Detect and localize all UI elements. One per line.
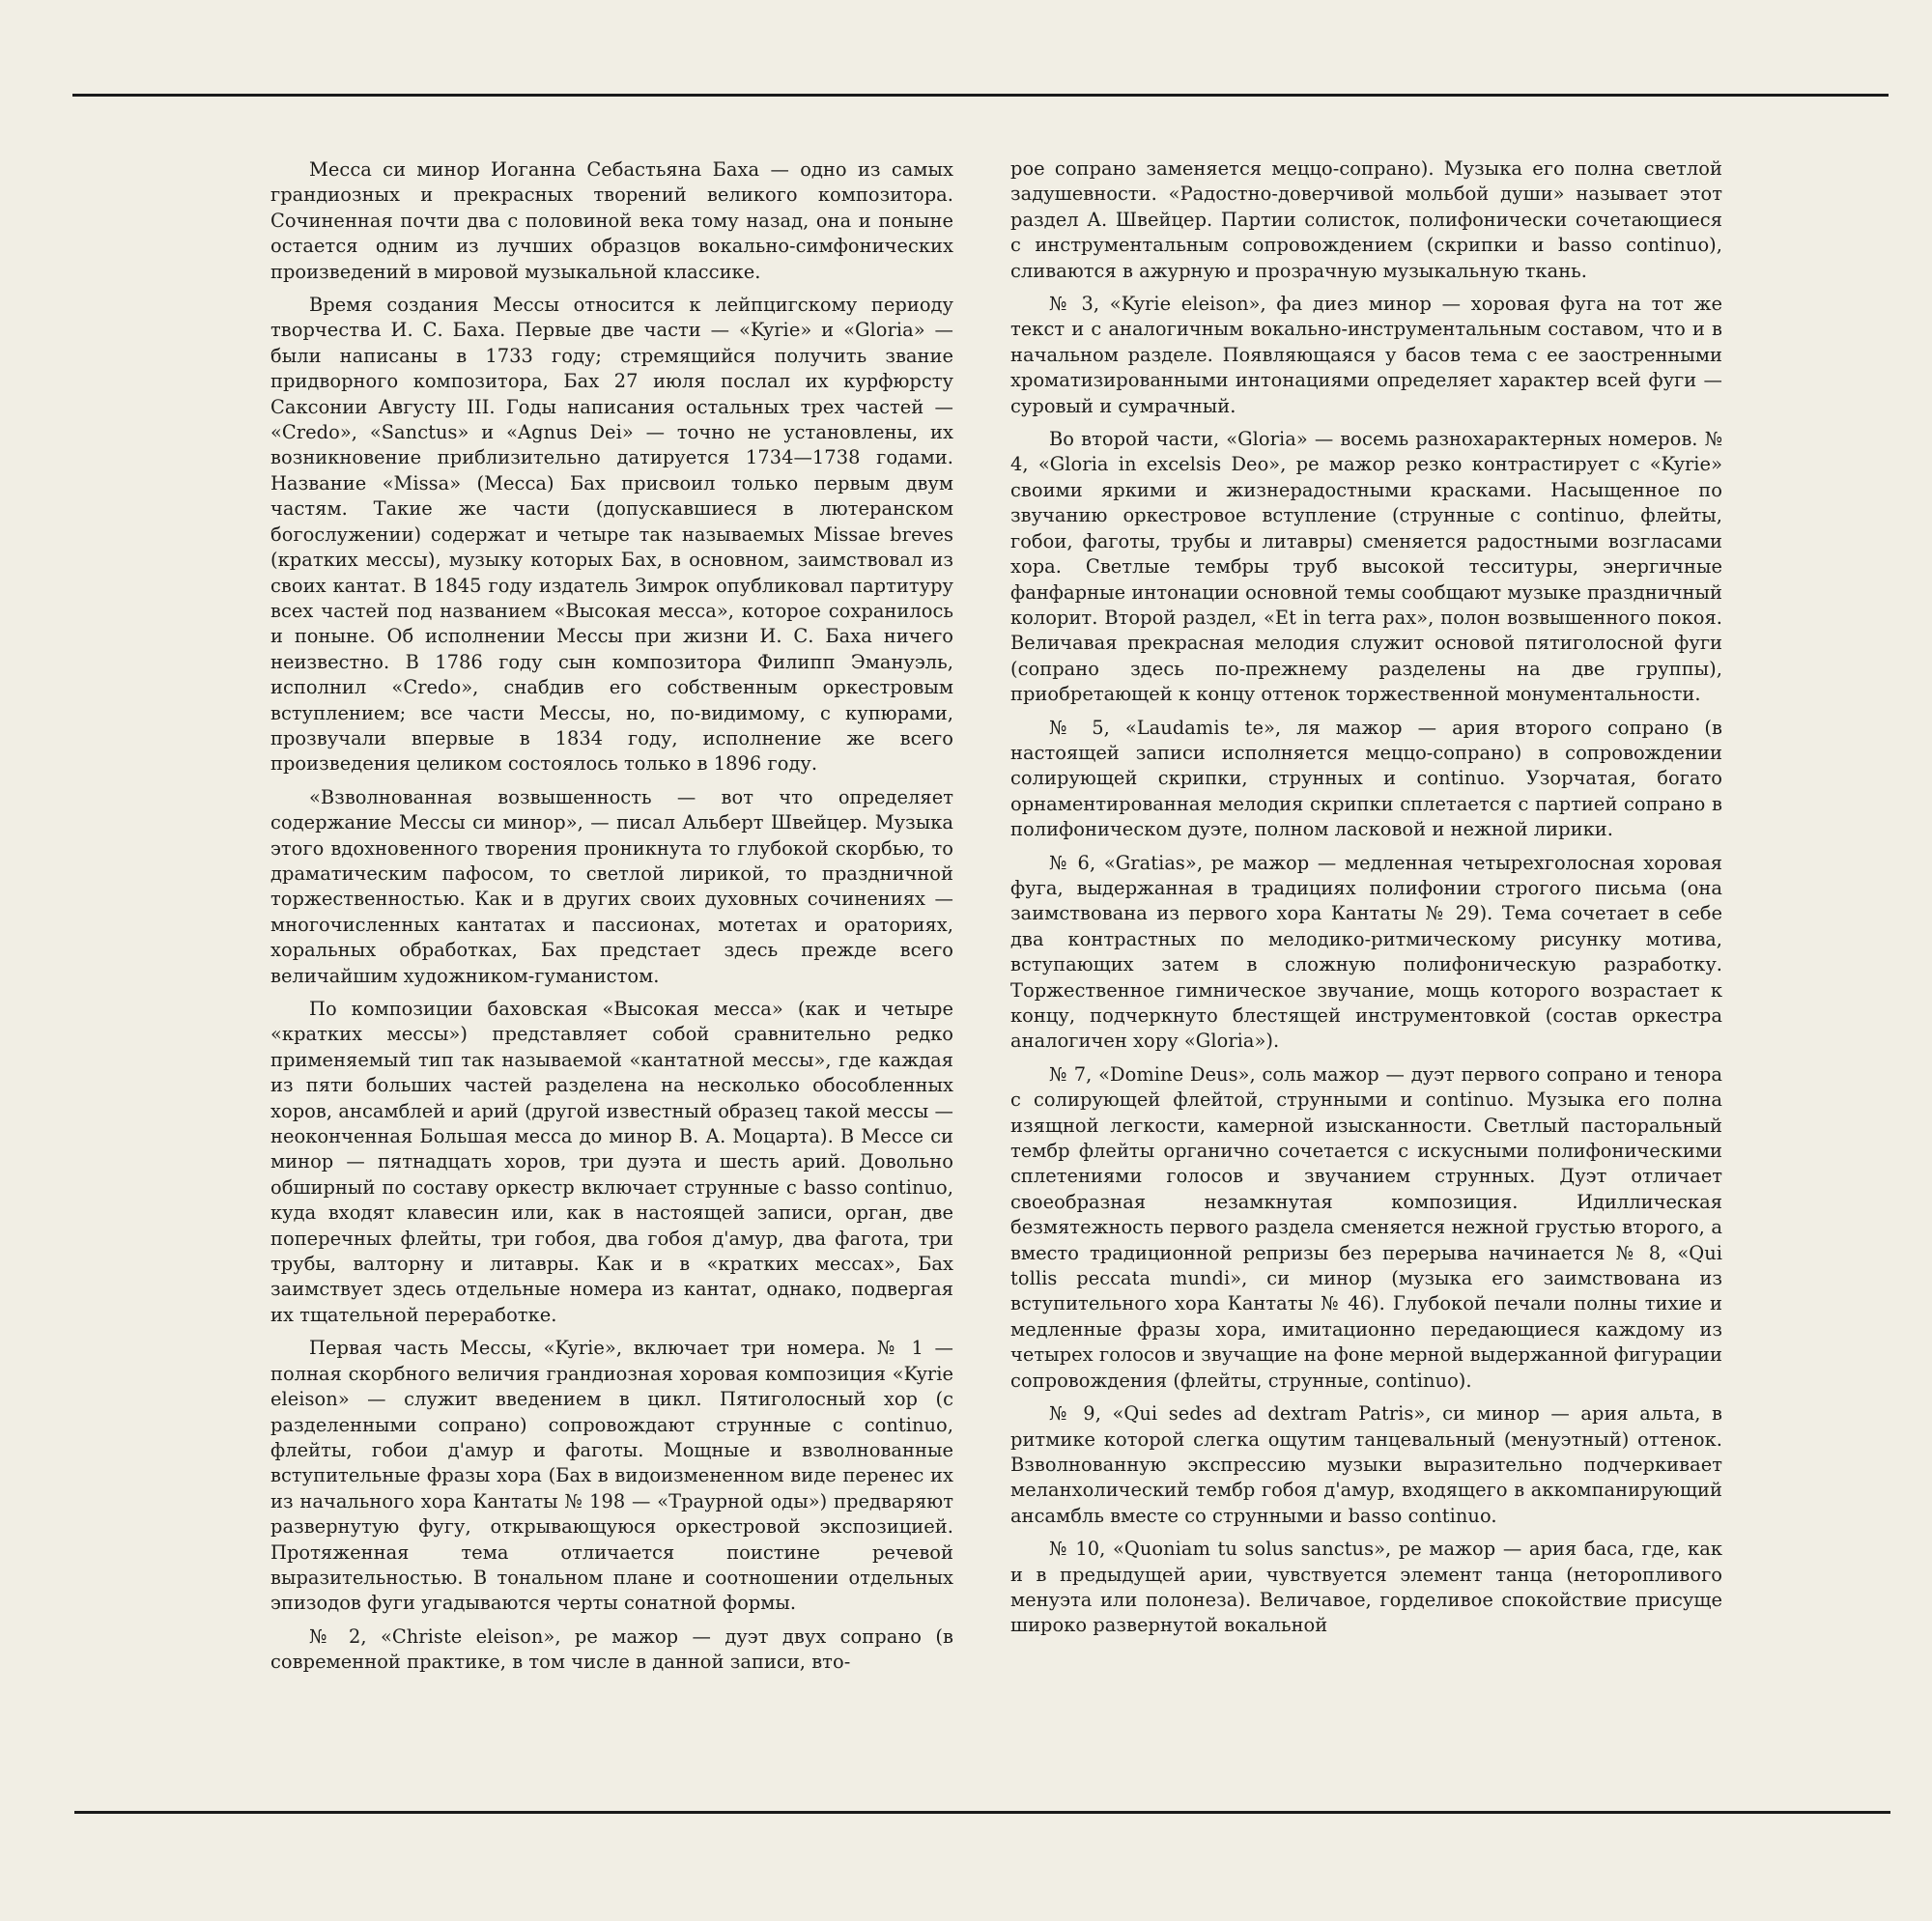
paragraph: № 3, «Kyrie eleison», фа диез минор — хоровая фуга на тот же текст и с аналогичным вокально-инструментальным составом, что и в начальном разделе. Появляющаяся у басов тема с ее заостренными хроматизированными интонациями определяет характер всей фуги — суровый и сумрачный.: [1010, 293, 1722, 417]
paragraph: № 2, «Christe eleison», ре мажор — дуэт двух сопрано (в современной практике, в том числе в данной записи, вто-: [270, 1624, 953, 1674]
paragraph: Первая часть Мессы, «Kyrie», включает три номера. № 1 — полная скорбного величия грандиозная хоровая композиция «Kyrie eleison» — служит введением в цикл. Пятиголосный хор (с разделенными сопрано) сопровождают струнные с continuo, флейты, гобои д'амур и фаготы. Мощные и взволнованные вступительные фразы хора (Бах в видоизмененном виде перенес их из начального хора Кантаты № 198 — «Траурной оды») предваряют развернутую фугу, открывающуюся оркестровой экспозицией. Протяженная тема отличается поистине речевой выразительностью. В тональном плане и соотношении отдельных эпизодов фуги угадываются черты сонатной формы.: [270, 1337, 953, 1615]
right-column: [1010, 156, 1722, 1639]
paragraph: Во второй части, «Gloria» — восемь разнохарактерных номеров. № 4, «Gloria in excelsis Deo», ре мажор резко контрастирует с «Kyrie» своими яркими и жизнерадостными красками. Насыщенное по звучанию оркестровое вступление (струнные с continuo, флейты, гобои, фаготы, трубы и литавры) сменяется радостными возгласами хора. Светлые тембры труб высокой тесситуры, энергичные фанфарные интонации основной темы сообщают музыке праздничный колорит. Второй раздел, «Et in terra pax», полон возвышенного покоя. Величавая прекрасная мелодия служит основой пятиголосной фуги (сопрано здесь по-прежнему разделены на две группы), приобретающей к концу оттенок торжественной монументальности.: [1010, 428, 1722, 706]
paragraph: № 9, «Qui sedes ad dextram Patris», си минор — ария альта, в ритмике которой слегка ощутим танцевальный (менуэтный) оттенок. Взволнованную экспрессию музыки выразительно подчеркивает меланхолический тембр гобоя д'амур, входящего в аккомпанирующий ансамбль вместе со струнными и basso continuo.: [1010, 1402, 1722, 1527]
paragraph: № 10, «Quoniam tu solus sanctus», ре мажор — ария баса, где, как и в предыдущей арии, чувствуется элемент танца (неторопливого менуэта или полонеза). Величавое, горделивое спокойствие присуще широко развернутой вокальной: [1010, 1538, 1722, 1637]
paragraph: Время создания Мессы относится к лейпцигскому периоду творчества И. С. Баха. Первые две части — «Kyrie» и «Gloria» — были написаны в 1733 году; стремящийся получить звание придворного композитора, Бах 27 июля послал их курфюрсту Саксонии Августу III. Годы написания остальных трех частей — «Credo», «Sanctus» и «Agnus Dei» — точно не установлены, их возникновение приблизительно датируется 1734—1738 годами. Название «Missa» (Месса) Бах присвоил только первым двум частям. Такие же части (допускавшиеся в лютеранском богослужении) содержат и четыре так называемых Missae breves (кратких мессы), музыку которых Бах, в основном, заимствовал из своих кантат. В 1845 году издатель Зимрок опубликовал партитуру всех частей под названием «Высокая месса», которое сохранилось и поныне. Об исполнении Мессы при жизни И. С. Баха ничего неизвестно. В 1786 году сын композитора Филипп Эмануэль, исполнил «Credo», снабдив его собственным оркестровым вступлением; все части Мессы, но, по-видимому, с купюрами, прозвучали впервые в 1834 году, исполнение же всего произведения целиком состоялось только в 1896 году.: [270, 294, 953, 776]
paragraph: рое сопрано заменяется меццо-сопрано). Музыка его полна светлой задушевности. «Радостно-доверчивой мольбой души» называет этот раздел А. Швейцер. Партии солисток, полифонически сочетающиеся с инструментальным сопровождением (скрипки и basso continuo), сливаются в ажурную и прозрачную музыкальную ткань.: [1010, 157, 1722, 282]
top-rule: [72, 94, 1889, 97]
paragraph: № 7, «Domine Deus», соль мажор — дуэт первого сопрано и тенора с солирующей флейтой, струнными и continuo. Музыка его полна изящной легкости, камерной изысканности. Светлый пасторальный тембр флейты органично сочетается с искусными полифоническими сплетениями голосов и звучанием струнных. Дуэт отличает своеобразная незамкнутая композиция. Идиллическая безмятежность первого раздела сменяется нежной грустью второго, а вместо традиционной репризы без перерыва начинается № 8, «Qui tollis peccata mundi», си минор (музыка его заимствована из вступительного хора Кантаты № 46). Глубокой печали полны тихие и медленные фразы хора, имитационно передающиеся каждому из четырех голосов и звучащие на фоне мерной выдержанной фигурации сопровождения (флейты, струнные, continuo).: [1010, 1062, 1722, 1392]
paragraph: «Взволнованная возвышенность — вот что определяет содержание Мессы си минор», — писал Альберт Швейцер. Музыка этого вдохновенного творения проникнута то глубокой скорбью, то драматическим пафосом, то светлой лирикой, то праздничной торжественностью. Как и в других своих духовных сочинениях — многочисленных кантатах и пассионах, мотетах и ораториях, хоральных обработках, Бах предстает здесь прежде всего величайшим художником-гуманистом.: [270, 785, 953, 987]
paragraph: № 5, «Laudamis te», ля мажор — ария второго сопрано (в настоящей записи исполняется меццо-сопрано) в сопровождении солирующей скрипки, струнных и continuo. Узорчатая, богато орнаментированная мелодия скрипки сплетается с партией сопрано в полифоническом дуэте, полном ласковой и нежной лирики.: [1010, 716, 1722, 841]
paragraph: № 6, «Gratias», ре мажор — медленная четырехголосная хоровая фуга, выдержанная в традициях полифонии строгого письма (она заимствована из первого хора Кантаты № 29). Тема сочетает в себе два контрастных по мелодико-ритмическому рисунку мотива, вступающих затем в сложную полифоническую разработку. Торжественное гимническое звучание, мощь которого возрастает к концу, подчеркнуто блестящей инструментовкой (состав оркестра аналогичен хору «Gloria»).: [1010, 851, 1722, 1053]
paragraph: Месса си минор Иоганна Себастьяна Баха — одно из самых грандиозных и прекрасных творений великого композитора. Сочиненная почти два с половиной века тому назад, она и поныне остается одним из лучших образцов вокально-симфонических произведений в мировой музыкальной классике.: [270, 158, 953, 283]
bottom-rule: [74, 1811, 1890, 1814]
left-column: [270, 157, 953, 1676]
paragraph: По композиции баховская «Высокая месса» (как и четыре «кратких мессы») представляет собой сравнительно редко применяемый тип так называемой «кантатной мессы», где каждая из пяти больших частей разделена на несколько обособленных хоров, ансамблей и арий (другой известный образец такой мессы — неоконченная Большая месса до минор В. А. Моцарта). В Мессе си минор — пятнадцать хоров, три дуэта и шесть арий. Довольно обширный по составу оркестр включает струнные с basso continuo, куда входят клавесин или, как в настоящей записи, орган, две поперечных флейты, три гобоя, два гобоя д'амур, два фагота, три трубы, валторну и литавры. Как и в «кратких мессах», Бах заимствует здесь отдельные номера из кантат, однако, подвергая их тщательной переработке.: [270, 998, 953, 1326]
